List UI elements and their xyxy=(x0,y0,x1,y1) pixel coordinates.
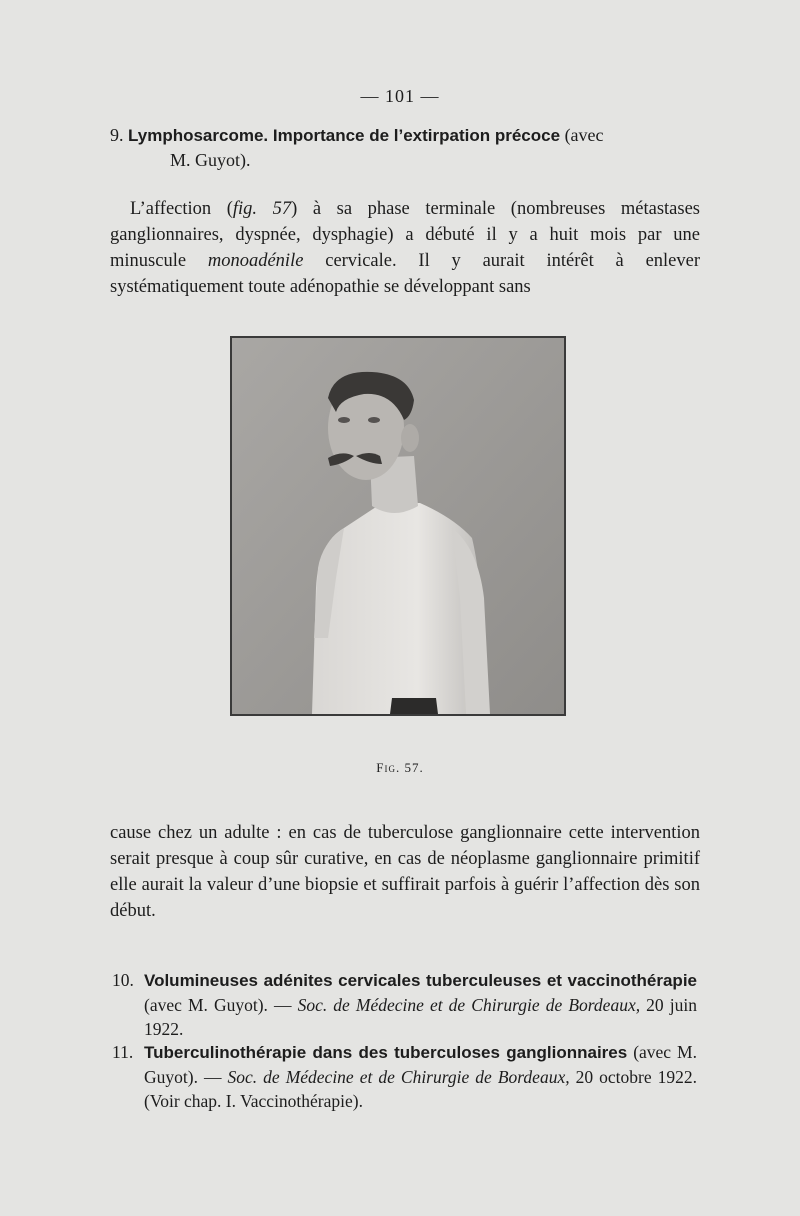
entry-9-number: 9. xyxy=(110,125,124,145)
reference-10-text xyxy=(112,968,697,1041)
figure-caption-number: 57. xyxy=(404,760,424,775)
figure-caption xyxy=(0,760,800,776)
reference-11-authors: (avec M. Guyot). — xyxy=(144,1042,697,1087)
figure-reference: fig. 57 xyxy=(232,199,292,219)
entry-9-title: Lymphosarcome. Importance de l’extirpation précoce xyxy=(128,126,561,145)
reference-10-authors: (avec M. Guyot). — xyxy=(144,995,298,1015)
paragraph-1-mid: ) à sa phase terminale (nombreuses métastases ganglionnaires, dyspnée, dysphagie) a débuté il y a huit mois par une minuscule xyxy=(110,199,701,271)
reference-10-number: 10. xyxy=(112,970,134,990)
paragraph-1-lead: L’affection ( xyxy=(130,199,233,219)
paragraph-1-term: monoadénile xyxy=(207,251,304,271)
reference-11-journal: Soc. de Médecine et de Chirurgie de Bordeaux, xyxy=(227,1067,570,1087)
paragraph-2: cause chez un adulte : en cas de tuberculose ganglionnaire cette intervention serait presque à coup sûr curative, en cas de néoplasme ganglionnaire primitif elle aurait la valeur d’une biopsie et suffirait parfois à guérir l’affection dès son début. xyxy=(110,823,700,921)
reference-10 xyxy=(112,968,697,1041)
reference-10-journal: Soc. de Médecine et de Chirurgie de Bordeaux, xyxy=(297,995,641,1015)
reference-11-text xyxy=(112,1040,697,1113)
figure-caption-prefix: Fig. xyxy=(376,760,401,775)
reference-11-number: 11. xyxy=(112,1042,134,1062)
paragraph-1 xyxy=(110,196,700,300)
reference-11-title: Tuberculinothérapie dans des tuberculoses ganglionnaires xyxy=(144,1043,628,1062)
entry-9-rest-line2: M. Guyot). xyxy=(170,150,251,170)
page-number: — 101 — xyxy=(360,86,440,106)
reference-10-date: 20 juin 1922. xyxy=(144,995,697,1039)
reference-10-title: Volumineuses adénites cervicales tuberculeuses et vaccinothérapie xyxy=(144,971,697,990)
reference-11 xyxy=(112,1040,697,1113)
entry-9-rest-line1: (avec xyxy=(564,125,604,145)
paragraph-1-tail: cervicale. Il y aurait intérêt à enlever systématiquement toute adénopathie se développant sans xyxy=(110,251,701,297)
patient-photograph xyxy=(232,338,564,714)
entry-9 xyxy=(110,123,700,173)
reference-11-date: 20 octobre 1922. (Voir chap. I. Vaccinothérapie). xyxy=(144,1067,698,1111)
figure-photograph xyxy=(230,336,566,716)
